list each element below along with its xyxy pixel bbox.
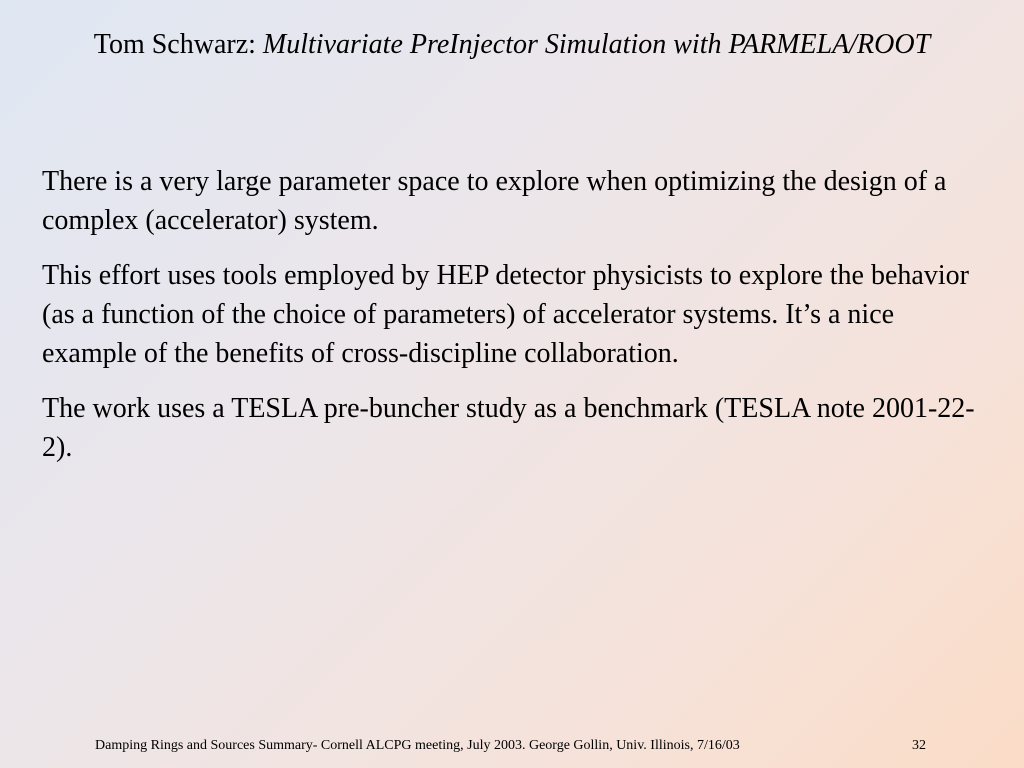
page-number: 32 xyxy=(912,738,926,753)
slide-body xyxy=(42,162,992,483)
body-paragraph: This effort uses tools employed by HEP detector physicists to explore the behavior (as a function of the choice of parameters) of accelerator systems. It’s a nice example of the benefits of cross-discipline collaboration. xyxy=(42,260,969,369)
body-paragraph: There is a very large parameter space to explore when optimizing the design of a complex (accelerator) system. xyxy=(42,166,947,236)
title-subtitle: Multivariate PreInjector Simulation with PARMELA/ROOT xyxy=(262,29,931,60)
slide-title xyxy=(60,26,964,64)
title-author: Tom Schwarz: xyxy=(93,29,263,60)
footer-text: Damping Rings and Sources Summary- Cornell ALCPG meeting, July 2003. George Gollin, Univ. Illinois, 7/16/03 xyxy=(95,738,740,753)
body-paragraph: The work uses a TESLA pre-buncher study as a benchmark (TESLA note 2001-22-2). xyxy=(42,393,975,463)
